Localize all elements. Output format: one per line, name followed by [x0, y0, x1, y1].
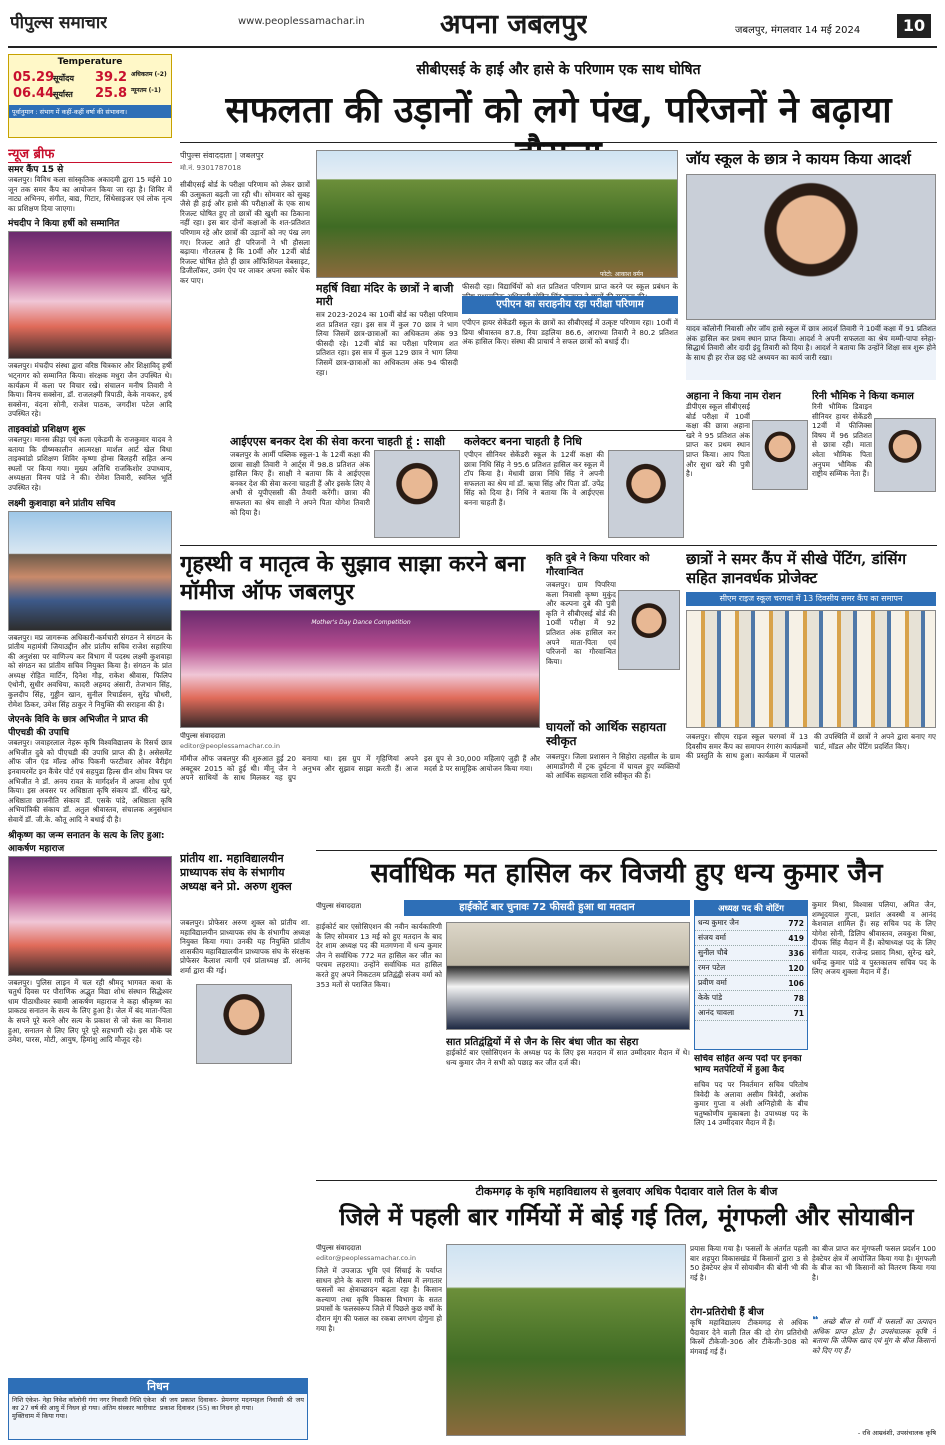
rini-body: रिनी भौमिक डिवाइन सीनियर हायर सेकेंडरी 12वीं में फीजिक्स विषय में 96 प्रतिशत से छात्रा रही। माता श्वेता भौमिक पिता अनुपम भौमिक की राष्ट्रीय सम्मिक नेता हैं। [812, 402, 872, 479]
sunrise-time: 05.29 [13, 70, 55, 85]
vote-row [695, 931, 807, 946]
tikamgarh-col3: का बीज प्राप्त कर मूंगफली फसल प्रदर्शन 100 हेक्टेयर क्षेत्र में आयोजित किया गया है। मूंगफली के बीज का भी किसानों को वितरण किया गया है। [812, 1244, 936, 1282]
weather-title: Temperature [57, 57, 123, 67]
vote-count: 772 [772, 916, 807, 931]
election-banner: हाईकोर्ट बार चुनावः 72 फीसदी हुआ था मतदान [404, 900, 690, 916]
brief-body: जबलपुर। जवाहरलाल नेहरू कृषि विश्वविद्यालय के रिसर्च छात्र अभिजीत दुबे को पीएचडी की उपाधि प्राप्त की है। असेसमेंट ऑफ जीन एंड मॉल्ड ऑफ पिकनी फरटीवार ओवर वैरीइंग इनवायरमेंट इन कैंचेर पोर्ट एवं सहपुडा हिल्स ग्रीन शोध विषय पर अभिजीत ने डॉ. अनय रावत के मार्गदर्शन में अपना शोध पूर्ण किया। इस अवसर पर अधिष्ठाता कृषि संकाय डॉ. धीरेन्द्र खरे, अधिष्ठाता छात्रनीति संकाय डॉ. एसके पांडे, अधिष्ठाता कृषि अभियांत्रिकी संकाय डॉ. अतुल श्रीवास्तव, संचालक अनुसंधान सेवायें डॉ. जी.के. कौतू आदि ने बधाई दी है। [8, 738, 172, 824]
sub-maharshi-body: सत्र 2023-2024 का 10वीं बोर्ड का परीक्षा परिणाम शत प्रतिशत रहा। इस सत्र में कुल 70 छात्र ने भाग लिया जिसमें छात्र-छात्राओं का अधिकतम अंक 93 फीसदी रहे। 12वीं बोर्ड का परीक्षा परिणाम शत प्रतिशत रहा। इस सत्र में कुल 129 छात्र ने भाग लिया जिसमें छात्र-छात्राओं का अधिकतम अंक 94 फीसदी रहा। [316, 310, 458, 377]
tikamgarh-sub-body: कृषि महाविद्यालय टीकमगढ़ से अधिक पैदावार देने वाली तिल की दो रोग प्रतिरोधी किस्में टीकेजी-306 और टीकेजी-308 को मंगवाई गई हैं। [690, 1318, 808, 1356]
row4-rule [316, 850, 937, 851]
vote-row [695, 976, 807, 991]
kriti-body: जबलपुर। ग्राम पिपरिया कला निवासी कृष्ण मुकुंद और कल्पना दुबे की पुत्री कृति ने सीबीएसई बोर्ड की 10वीं परीक्षा में 92 प्रतिशत अंक हासिल कर अपने माता-पिता एवं परिजनों का गौरवान्वित किया। [546, 580, 616, 666]
photo-credit: फोटो: आकाश वर्मन [600, 271, 644, 278]
vote-box [694, 900, 808, 1050]
election-side-body: सचिव पद पर निवर्तमान सचिव परितोष त्रिवेदी के अलावा असीम त्रिवेदी, अशोक कुमार गुप्ता व अंशी अग्निहोत्री के बीच चतुष्कोणीय मुकाबला है। उपाध्यक्ष पद के लिए 14 उम्मीदवार मैदान में हैं। [694, 1080, 808, 1128]
brief-photo-award [8, 231, 172, 359]
news-brief-column [8, 162, 172, 1372]
vote-row [695, 1006, 807, 1021]
tikamgarh-photo-field [446, 1244, 686, 1436]
tikamgarh-email: editor@peoplessamachar.co.in [316, 1254, 416, 1262]
brief-head: श्रीकृष्ण का जन्म सनातन के सत्य के लिए हुआ: आकर्षण महाराज [8, 830, 165, 854]
tikamgarh-quote-by: - रवि आम्रवंशी, उपसंचालक कृषि [857, 1429, 936, 1437]
tikamgarh-col2: प्रयास किया गया है। फसलों के अंतर्गत पहली बार शहपुरा विकासखंड में किसानों द्वारा 3 से 50 हेक्टेयर क्षेत्र में सोयाबीन की बोनी भी की गई है। [690, 1244, 808, 1282]
camp-photo [686, 610, 936, 728]
min-label: न्यूनतम (-1) [131, 87, 161, 94]
main-headline: सफलता की उड़ानों को लगे पंख, परिजनों ने बढ़ाया [225, 89, 892, 131]
candidate-name: सुनील चौबे [695, 946, 772, 961]
paper-logo: पीपुल्स समाचार [10, 13, 108, 33]
page-number: 10 [897, 14, 931, 38]
candidate-name: आनंद चावला [695, 1006, 772, 1021]
brief-head: समर कैंप 15 से [8, 165, 64, 175]
rini-headline: रिनी भौमिक ने किया कमाल [812, 391, 914, 402]
election-sub: सात प्रतिद्वंद्वियों में से जैन के सिर बंधा जीत का सेहरा [446, 1037, 639, 1048]
ias-headline: आईएएस बनकर देश की सेवा करना चाहती हूं : साक्षी [230, 435, 446, 448]
main-byline: पीपुल्स संवाददाता | जबलपुर [180, 151, 264, 160]
brief-body: जबलपुर। मप्र जागरूक अधिकारी-कर्मचारी संगठन ने संगठन के प्रांतीय महामंत्री जियाउद्दीन और प्रांतीय सचिव राजेश सहारिया की अनुशंसा पर वाणिज्य कर विभाग में पदस्थ लक्ष्मी कुशवाहा को संगठन का प्रांतीय सचिव नियुक्त किया है। संगठन के प्रांत अध्यक्ष रोहित मार्टिन, दिनेश गौड़, राकेश श्रीवास, फिलिप एंथोनी, सुधीर अवधिया, कादरी अहमद अंसारी, तेजभान सिंह, कुलदीप सिंह, गुड्डीन खान, सुनील रिचार्डसन, सुरेंद्र चौधरी, रोमेश ठिकर, उमेश सिंह ठाकुर ने नियुक्ति की सराहना की है। [8, 632, 172, 709]
tikamgarh-body: जिले में उपजाऊ भूमि एवं सिंचाई के पर्याप्त साधन होने के कारण गर्मी के मौसम में लगातार फसलों का क्षेत्राच्छादन बढ़ता रहा है। किसान कल्याण तथा कृषि विकास विभाग के सतत प्रयासों के फलस्वरूप जिले में पिछले कुछ वर्षों के दौरान मूंग की फसल का रकबा लगभग दोगुना हो गया है। [316, 1266, 442, 1333]
vote-title: अध्यक्ष पद की वोटिंग [695, 901, 807, 916]
momies-headline: गृहस्थी व मातृत्व के सुझाव साझा करने बना मॉमीज ऑफ जबलपुर [180, 551, 526, 605]
professor-headline: प्रांतीय शा. महाविद्यालयीन प्राध्यापक संघ के संभागीय अध्यक्ष बने प्रो. अरुण शुक्ल [180, 852, 292, 893]
election-photo [446, 922, 690, 1030]
candidate-name: प्रवीण वर्मा [695, 976, 772, 991]
news-brief-title: न्यूज ब्रीफ [8, 144, 172, 163]
row3-rule [180, 545, 937, 546]
obituary-box [8, 1378, 308, 1440]
momies-byline: पीपुल्स संवाददाता [180, 732, 226, 740]
joy-photo-family [686, 174, 936, 320]
tikamgarh-quote [812, 1316, 936, 1428]
brief-body: जबलपुर। पुलिस लाइन में चल रही श्रीमद् भागवत कथा के चतुर्थ दिवस पर पौराणिक अद्भुत विद्या शोध संस्थान सिद्धेश्वर धाम पीठाधीश्वर स्वामी आकर्षण महाराज ने कहा श्रीकृष्ण का प्राकट्य सनातन के सत्य के लिए हुआ है। जेल में बंद माता-पिता के सपने पूरे करने और सत्य के प्रकाश से जो कंस का विनाश हुआ, सनातन से लिए लिए पूरे पूरे सहभागी रहे। इस मौके पर उमेश, पारस, मोटी, आयुष, हिमांशु आदि मौजूद रहे। [8, 977, 172, 1045]
momies-body: मॉमीज ऑफ जबलपुर की शुरुआत हुई 20 अक्टूबर 2015 को हुई थी। मीनू जैन ने अपने साथियों के साथ मिलकर यह ग्रुप बनाया था। इस ग्रुप में गृहिणियां अपने अनुभव और सुझाव साझा करती हैं। आज इस ग्रुप से 30,000 महिलाएं जुड़ी हैं और मदर्स डे पर सामूहिक आयोजन किया गया। [180, 754, 540, 783]
brief-body: जबलपुर। विविध कला सांस्कृतिक अकादमी द्वारा 15 मईसे 10 जून तक समर कैंप का आयोजन किया जा रहा है। शिविर में नाट्य अभिनय, संगीत, बाद्य, गिटार, सिंथेसाइजर एवं लोक नृत्य का प्रशिक्षण दिया जाएगा। [8, 175, 172, 213]
election-right-body: कुमार मिश्रा, विश्वास पलिया, अमित जैन, शम्भूदयाल गुप्ता, प्रशांत अवस्थी व आनंद केशवाल शामिल हैं। सह सचिव पद के लिए योगेश सोनी, डिलिप श्रीवास्तव, लवकुश मिश्रा, दीपक सिंह मैदान में हैं। कोषाध्यक्ष पद के लिए संगीता यादव, राजेन्द्र प्रसाद मिश्रा, सुरेन्द्र खरे, धर्मेन्द्र कुमार पांडे व पुस्तकालय सचिव पद के लिए अजय शुक्ला मैदान में हैं। [812, 900, 936, 977]
brief-photo-group [8, 511, 172, 631]
obituary-item: श्री जय प्रकाश दिवाकर- प्रेमनगर मदनमहल निवासी श्री जय प्रकाश दिवाकर (55) का निधन हो गया। [160, 1396, 304, 1412]
main-col1: सीबीएसई बोर्ड के परीक्षा परिणाम को लेकर छात्रों की उत्सुकता बढ़ती जा रही थी। सोमवार को सुबह जैसे ही हाई और हासे की परीक्षाओं के एक साथ रिजल्ट घोषित हुए तो छात्रों की खुशी का ठिकाना नहीं रहा। इस बार दोनों कक्षाओं के शत-प्रतिशत परिणाम रहे और छात्रों की उड़ानों को नए पंख लग गए। रिजल्ट आते ही परिजनों ने भी हौसला बढ़ाया। गौरतलब है कि 10वीं और 12वीं बोर्ड रिजल्ट घोषित होते ही छात्र ऑफिशियल वेबसाइट, डिजीलॉकर, उमंग ऐप पर जाकर अपना स्कोर चेक कर पाए। [180, 180, 310, 285]
tikamgarh-kicker: टीकमगढ़ के कृषि महाविद्यालय से बुलवाए अधिक पैदावार वाले तिल के बीज [475, 1185, 778, 1198]
vote-count: 106 [772, 976, 807, 991]
joy-headline: जॉय स्कूल के छात्र ने कायम किया आदर्श [686, 150, 911, 168]
masthead [0, 0, 945, 48]
candidate-name: संजय वर्मा [695, 931, 772, 946]
vote-row [695, 991, 807, 1006]
election-byline: पीपुल्स संवाददाता [316, 902, 362, 910]
weather-box [8, 54, 172, 138]
brief-head: लक्ष्मी कुशवाहा बने प्रांतीय सचिव [8, 498, 116, 509]
sub-maharshi: महर्षि विद्या मंदिर के छात्रों ने बाजी मारी [316, 282, 454, 308]
byline: पीपुल्स संवाददाता [180, 151, 232, 160]
vote-table [695, 916, 807, 1021]
sunset-label: सूर्यास्त [53, 90, 73, 99]
election-headline: सर्वाधिक मत हासिल कर विजयी हुए धन्य कुमार जैन [370, 858, 883, 889]
obituary-item: निशि एंकेश- नेहा निवेश कॉलोनी गंगा नगर निवासी निशि एंकेश का 27 वर्ष की आयु में निधन हो गया। अंतिम संस्कार ग्वारीघाट मुक्तिधाम में किया गया। [12, 1396, 156, 1420]
candidate-name: रमन पटेल [695, 961, 772, 976]
quote-icon: ❝ [812, 1316, 819, 1327]
ahana-body: डीपीएस स्कूल सीबीएसई बोर्ड परीक्षा में 10वीं कक्षा की छात्रा अहाना खरे ने 95 प्रतिशत अंक प्राप्त कर प्रथम स्थान प्राप्त किया। आप पिता और सुधा खरे की पुत्री है। [686, 402, 750, 479]
brief-body: जबलपुर। मंचदीप संस्था द्वारा वरिष्ठ चित्रकार और शिक्षाविद् हर्षी भट्नागर को सम्मानित किया। संरक्षक मधुरा जैन उपस्थित थे। कार्यक्रम में कला पर विचार रखे। संचालन मनीष तिवारी ने किया। विनय सक्सेना, डॉ. राजलक्ष्मी त्रिपाठी, केके नायकर, हर्ष सक्सेना, वंदना सोनी, राजेश पाठक, जगदीश पटेल आदि उपस्थित रहे। [8, 361, 172, 419]
kriti-headline: कृति दुबे ने किया परिवार को गौरवान्वित [546, 553, 650, 578]
kriti-photo [618, 590, 680, 670]
brief-head: जेएनके विवि के छात्र अभिजीत ने प्राप्त की पीएचडी की उपाधि [8, 715, 148, 739]
candidate-name: केके पांडे [695, 991, 772, 1006]
vote-count: 120 [772, 961, 807, 976]
relief-headline: घायलों को आर्थिक सहायता स्वीकृत [546, 720, 667, 748]
vote-count: 336 [772, 946, 807, 961]
vote-count: 71 [772, 1006, 807, 1021]
vote-count: 419 [772, 931, 807, 946]
collector-photo [608, 450, 684, 538]
main-photo-students-jumping [316, 150, 678, 278]
row2-rule [316, 430, 686, 431]
website: www.peoplessamachar.in [238, 16, 365, 27]
tikamgarh-byline: पीपुल्स संवाददाता [316, 1244, 362, 1252]
city: जबलपुर [239, 151, 264, 160]
headline-rule [180, 142, 937, 143]
election-body: हाईकोर्ट बार एसोसिएशन की नवीन कार्यकारिणी के लिए सोमवार 13 मई को हुए मतदान के बाद देर शाम अध्यक्ष पद की मतगणना में धन्य कुमार जैन ने सर्वाधिक 772 मत हासिल कर जीत का परचम लहराया। उन्होंने सर्वाधिक मत हासिल करते हुए अपने निकटतम प्रतिद्वंद्वी संजय वर्मा को 353 मतों से पराजित किया। [316, 922, 442, 989]
election-side-head: सचिव सहित अन्य पदों पर इनका भाग्य मतपेटियों में हुआ कैद [694, 1054, 802, 1075]
vote-count: 78 [772, 991, 807, 1006]
collector-headline: कलेक्टर बनना चाहती है निधि [464, 435, 582, 448]
ias-body: जबलपुर के आर्मी पब्लिक स्कूल-1 के 12वीं कक्षा की छात्रा साक्षी तिवारी ने आर्ट्स में 98.8 प्रतिशत अंक हासिल किए हैं। साक्षी ने बताया कि वे आईएएस बनकर देश की सेवा करना चाहती हैं और इसके लिए वे अभी से यूपीएससी की तैयारी करेंगी। छात्रा की सफलता का श्रेय साक्षी ने अपने पिता योगेश तिवारी को दिया है। [230, 450, 370, 517]
brief-body: जबलपुर। मानस क्रीड़ा एवं कला एकेडमी के राजकुमार यादव ने बताया कि ग्रीष्मकालीन आत्मरक्षा मार्शल आर्ट खेल विधा ताइक्वांडो प्रशिक्षण शिविर कृष्णा होम्स बिलहरी सहित अन्य स्थलों पर किया गया। मुख्य अतिथि राजकिशोर उपाध्याय, अध्यक्षता विनय पांडे ने की। रोमेश तिवारी, स्वनिल भूर्ति उपस्थित रहे। [8, 434, 172, 492]
election-sub-body: हाईकोर्ट बार एसोसिएशन के अध्यक्ष पद के लिए इस मतदान में सात उम्मीदवार मैदान में थे। धन्य कुमार जैन ने सभी को पछाड़ कर जीत दर्ज की। [446, 1048, 690, 1067]
collector-body: एपीएन सीनियर सेकेंडरी स्कूल के 12वीं कक्षा की छात्रा निधि सिंह ने 95.6 प्रतिशत हासिल कर स्कूल में टॉप किया है। मेधावी छात्रा निधि सिंह ने अपनी सफलता का श्रेय मां डॉ. ऋचा सिंह और पिता डॉ. उपेंद्र सिंह को दिया है। निधि ने बताया कि वे आईएएस बनना चाहती हैं। [464, 450, 604, 507]
joy-caption: यादव कॉलोनी निवासी और जॉय हासे स्कूल में छात्र आदर्श तिवारी ने 10वीं कक्षा में 91 प्रतिशत अंक हासिल कर प्रथम स्थान प्राप्त किया। आदर्श ने अपनी सफलता का श्रेय मम्मी-पापा स्नेहा-सिद्धार्थ तिवारी और दादी इंदु तिवारी को दिया है। आदर्श ने बताया कि उन्होंने शिक्षा सत्र शुरू होने के साथ ही हर रोज छह घंटे अध्ययन का कार्य जारी रखा। [686, 324, 936, 380]
main-col3: फीसदी रहा। विद्यार्थियों को शत प्रतिशत परिणाम प्राप्त करने पर स्कूल प्रबंधन के [462, 282, 678, 291]
apn-body: एपीएन हायर सेकेंडरी स्कूल के छात्रों का सीबीएसई में उत्कृष्ट परिणाम रहा। 10वीं में प्रिया श्रीवास्तव 87.8, रिया डहलिया 86.6, आराध्या तिवारी ने 80.2 प्रतिशत अंक हासिल किए। संस्था की प्राचार्य ने सफल छात्रों को बधाई दी। [462, 318, 678, 347]
tikamgarh-sub: रोग-प्रतिरोधी हैं बीज [690, 1307, 764, 1318]
masthead-rule [8, 46, 937, 48]
professor-photo [196, 984, 292, 1064]
tikamgarh-headline: जिले में पहली बार गर्मियों में बोई गई तिल, मूंगफली और सोयाबीन [339, 1202, 914, 1231]
main-mobile: मो.नं. 9301787018 [180, 164, 242, 172]
main-kicker: सीबीएसई के हाई और हासे के परिणाम एक साथ घोषित [416, 62, 701, 78]
camp-sub: सीएम राइज स्कूल चरगवां में 13 दिवसीय समर कैंप का समापन [686, 592, 936, 606]
section-title: अपना जबलपुर [440, 9, 588, 40]
vote-row [695, 946, 807, 961]
apn-banner: एपीएन का सराहनीय रहा परीक्षा परिणाम [462, 296, 678, 314]
brief-photo-katha [8, 856, 172, 976]
vote-row [695, 961, 807, 976]
min-temp: 25.8 [95, 86, 128, 101]
ias-photo [374, 450, 460, 538]
max-label: अधिकतम (-2) [131, 71, 167, 78]
sunrise-label: सूर्योदय [53, 74, 75, 83]
candidate-name: धन्य कुमार जैन [695, 916, 772, 931]
row5-rule [316, 1180, 937, 1181]
stage-banner: Mother's Day Dance Competition [311, 619, 411, 626]
vote-row [695, 916, 807, 931]
ahana-headline: अहाना ने किया नाम रोशन [686, 391, 781, 402]
relief-body: जबलपुर। जिला प्रशासन ने सिहोरा तहसील के ग्राम आमाडोंगरी में ट्रक दुर्घटना में घायल हुए व्यक्तियों को आर्थिक सहायता राशि स्वीकृत की है। [546, 752, 680, 781]
rini-photo [874, 418, 936, 492]
momies-photo-stage [180, 610, 540, 728]
camp-body: जबलपुर। सीएम राइज स्कूल चरगवां में 13 दिवसीय समर कैंप का समापन रंगारंग कार्यक्रमों की प्रस्तुति के साथ हुआ। कार्यक्रम में पालकों की उपस्थिति में छात्रों ने अपने द्वारा बनाए गए चार्ट, मॉडल और पेंटिंग प्रदर्शित किए। [686, 732, 936, 761]
momies-email: editor@peoplessamachar.co.in [180, 742, 280, 750]
sunset-time: 06.44 [13, 86, 55, 101]
brief-head: ताइक्वांडो प्रशिक्षण शुरू [8, 424, 86, 435]
max-temp: 39.2 [95, 70, 128, 85]
issue-date: जबलपुर, मंगलवार 14 मई 2024 [735, 25, 861, 36]
professor-body: जबलपुर। प्रोफेसर अरुण शुक्ल को प्रांतीय शा. महाविद्यालयीन प्राध्यापक संघ के संभागीय अध्यक्ष नियुक्त किया गया। उनकी यह नियुक्ति प्रांतीय शासकीय महाविद्यालयीन प्राध्यापक संघ के संरक्षक प्रोफेसर कैलाश त्यागी एवं प्रांताध्यक्ष डॉ. आनंद शर्मा द्वारा की गई। [180, 918, 310, 975]
camp-headline: छात्रों ने समर कैंप में सीखे पेंटिंग, डांसिंग सहित ज्ञानवर्धक प्रोजेक्ट [686, 550, 907, 587]
quote-text: अच्छे बीज से गर्मी में फसलों का उत्पादन अधिक प्राप्त होता है। उपसंचालक कृषि ने बताया कि जैविक खाद एवं मूंग के बीज किसानों को दिए गए हैं। [812, 1317, 936, 1355]
obituary-title: निधन [9, 1379, 307, 1394]
brief-head: मंचदीप ने किया हर्षी को सम्मानित [8, 219, 120, 230]
forecast: पूर्वानुमान : संभाग में कहीं-कहीं वर्षा की संभावना। [9, 105, 171, 118]
ahana-photo [752, 420, 808, 490]
